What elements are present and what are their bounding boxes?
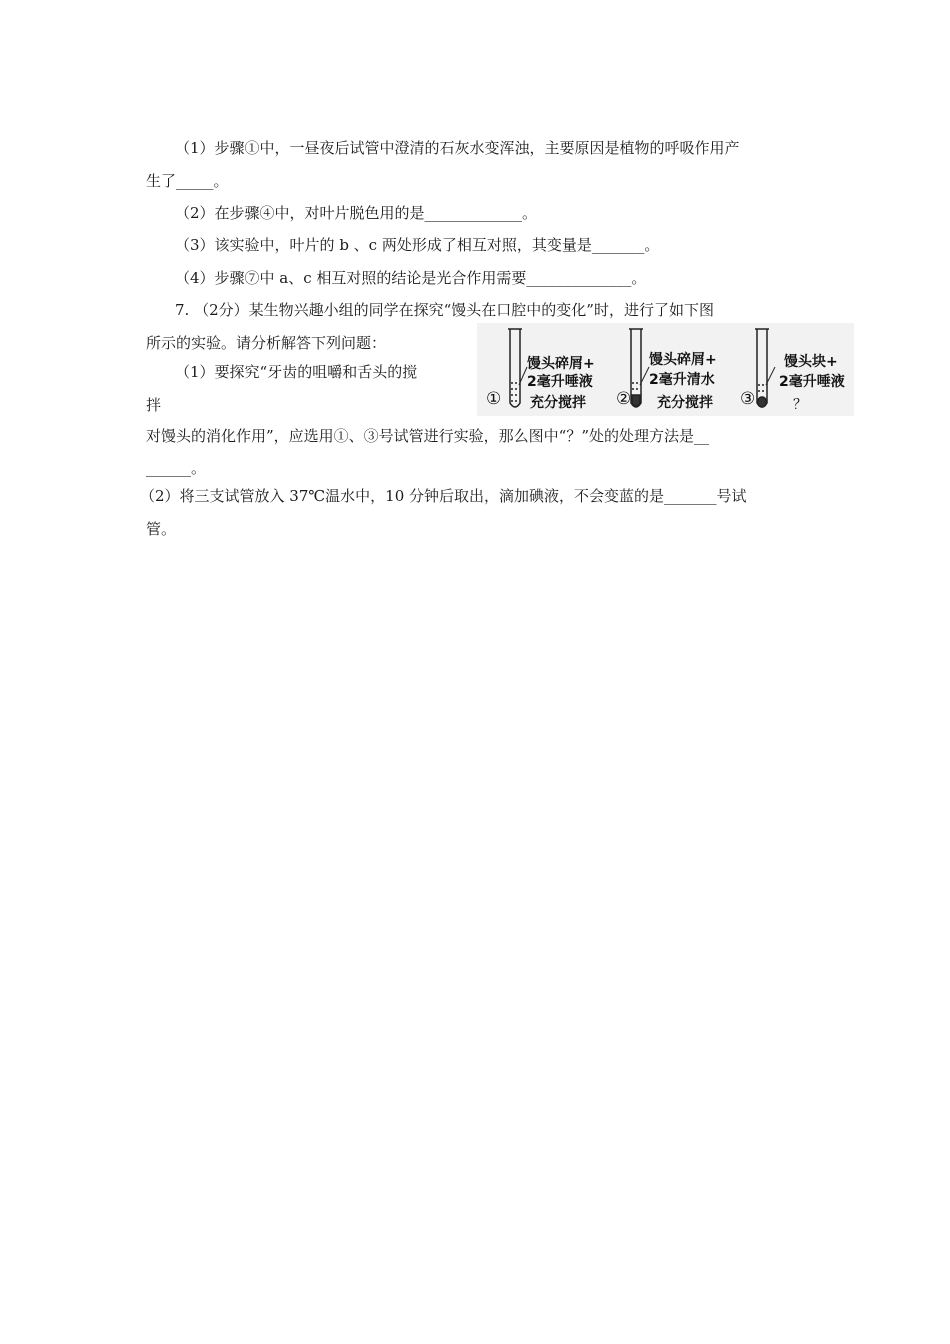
q6-part3: （3）该实验中，叶片的 b 、c 两处形成了相互对照，其变量是_______。 [175,236,660,254]
tube-2-label-line1: 馒头碎屑+ [649,352,717,368]
q7-part1-line1: （1）要探究“牙齿的咀嚼和舌头的搅 [175,363,418,381]
q7-intro-line2: 所示的实验。请分析解答下列问题： [146,334,387,352]
tube-3-label-line2: 2毫升唾液 [779,374,845,390]
q6-part1-line1: （1）步骤①中，一昼夜后试管中澄清的石灰水变浑浊，主要原因是植物的呼吸作用产 [175,139,740,157]
q7-part1-line4: ______。 [146,459,207,477]
tube-3-label-line1: 馒头块+ [784,354,838,370]
tube-2-number: ② [616,389,632,409]
q6-part4: （4）步骤⑦中 a、c 相互对照的结论是光合作用需要______________。 [175,269,647,287]
tube-1-label-line2: 2毫升唾液 [527,374,593,390]
tube-1-label-line1: 馒头碎屑+ [527,356,595,372]
q7-part2-line1: （2）将三支试管放入 37℃温水中，10 分钟后取出，滴加碘液，不会变蓝的是_______号试 [140,487,747,505]
test-tube-1 [508,329,527,407]
tube-1-number: ① [486,389,502,409]
tube-3-label-line3: ？ [793,397,807,413]
q7-part1-line3: 对馒头的消化作用”，应选用①、③号试管进行实验，那么图中“？”处的处理方法是__ [146,427,710,445]
tube-2-label-line2: 2毫升清水 [649,372,715,388]
test-tube-2 [629,329,649,407]
test-tube-3 [755,329,775,407]
q7-part1-line2: 拌 [146,396,162,414]
tube-1-label-line3: 充分搅拌 [530,395,586,411]
test-tube-figure [477,323,854,416]
q7-intro-line1: 7. （2分）某生物兴趣小组的同学在探究“馒头在口腔中的变化”时，进行了如下图 [175,301,714,319]
tube-3-number: ③ [740,389,756,409]
q6-part1-line2: 生了_____。 [146,172,229,190]
q6-part2: （2）在步骤④中，对叶片脱色用的是_____________。 [175,204,538,222]
q7-part2-line2: 管。 [146,520,177,538]
tube-2-label-line3: 充分搅拌 [657,395,713,411]
